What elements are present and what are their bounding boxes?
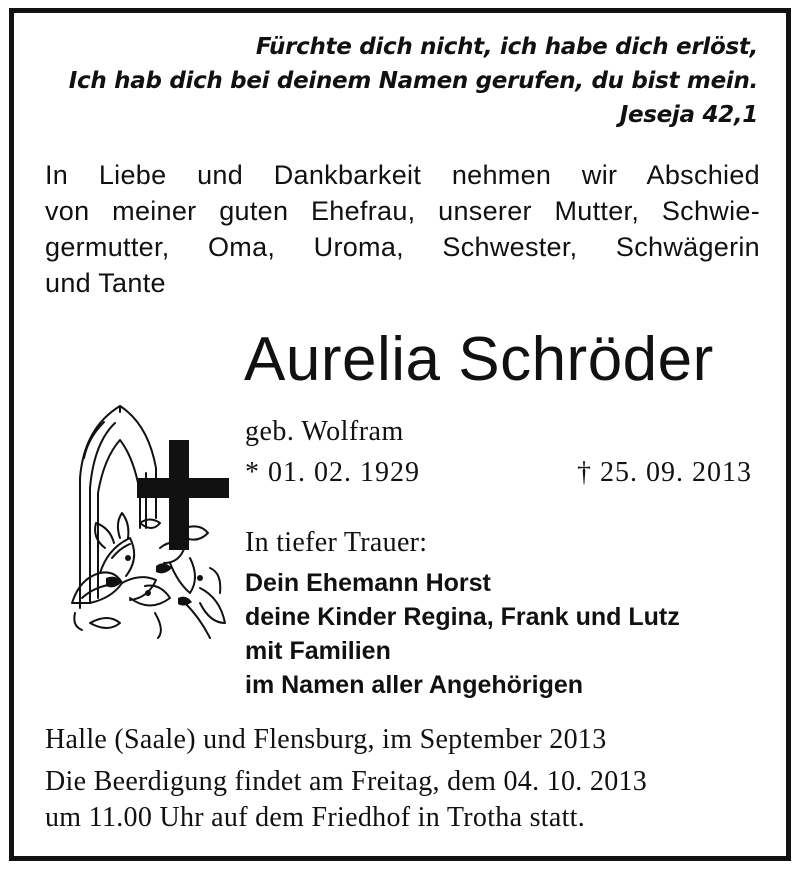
bible-verse — [38, 30, 758, 132]
intro-line-1: In Liebe und Dankbarkeit nehmen wir Abschied — [45, 160, 760, 190]
deceased-name: Aurelia Schröder — [244, 325, 714, 394]
place-date: Halle (Saale) und Flensburg, im September 2013 — [45, 724, 607, 755]
intro-text — [45, 157, 760, 301]
funeral-line-1: Die Beerdigung findet am Freitag, dem 04. 10. 2013 — [45, 766, 648, 797]
intro-line-3: germutter, Oma, Uroma, Schwester, Schwägerin — [45, 232, 760, 262]
family-line: mit Familien — [245, 637, 391, 665]
intro-line-4: und Tante — [45, 268, 166, 298]
intro-line-2: von meiner guten Ehefrau, unserer Mutter, Schwie- — [45, 196, 760, 226]
mourning-heading: In tiefer Trauer: — [245, 527, 428, 558]
verse-line-2: Ich hab dich bei deinem Namen gerufen, du bist mein. — [68, 68, 758, 94]
funeral-info — [45, 764, 647, 836]
death-date: † 25. 09. 2013 — [577, 457, 752, 488]
verse-reference: Jeseja 42,1 — [619, 102, 758, 128]
family-line: im Namen aller Angehörigen — [245, 671, 584, 699]
family-line: deine Kinder Regina, Frank und Lutz — [245, 603, 680, 631]
family-list — [245, 566, 680, 702]
cross-with-window-and-lilies-icon — [60, 398, 240, 648]
maiden-name: geb. Wolfram — [245, 416, 404, 447]
family-line: Dein Ehemann Horst — [245, 569, 491, 597]
funeral-line-2: um 11.00 Uhr auf dem Friedhof in Trotha statt. — [45, 802, 586, 833]
verse-line-1: Fürchte dich nicht, ich habe dich erlöst, — [255, 34, 758, 60]
birth-date: * 01. 02. 1929 — [245, 457, 420, 488]
